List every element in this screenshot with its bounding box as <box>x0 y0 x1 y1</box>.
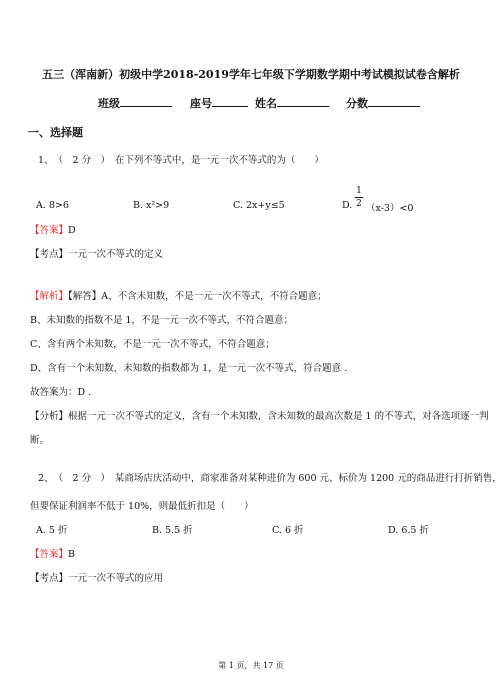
q1-option-b: B. x²>9 <box>133 200 170 211</box>
seat-field <box>190 95 248 111</box>
q2-option-c: C. 6 折 <box>272 525 304 536</box>
q2-answer <box>30 546 75 560</box>
q2-kaodian: 【考点】一元一次不等式的应用 <box>30 573 164 584</box>
q1-jiexi <box>30 288 327 302</box>
page-title: 五三（浑南新）初级中学2018-2019学年七年级下学期数学期中考试模拟试卷含解析 <box>42 68 460 81</box>
fraction-one-half <box>355 186 363 209</box>
q2-stem-line2: 但要保证利润率不低于 10%，则最低折扣是（ ） <box>30 501 254 512</box>
q1-option-a: A. 8>6 <box>36 200 69 211</box>
q1-line-b: B、未知数的指数不是 1，不是一元一次不等式，不符合题意； <box>30 315 294 326</box>
score-label: 分数 <box>346 97 368 110</box>
q2-option-d: D. 6.5 折 <box>388 525 429 536</box>
jiexi-text: 【解答】A、不含未知数，不是一元一次不等式，不符合题意； <box>68 291 327 302</box>
q1-answer <box>30 222 76 236</box>
q1-kaodian: 【考点】一元一次不等式的定义 <box>30 249 164 260</box>
q2-stem-line1: 2、 （ 2 分 ） 某商场店庆活动中，商家准备对某种进价为 600 元、标价为 1200 元的商品进行打折销售， <box>38 473 502 484</box>
q2-option-a: A. 5 折 <box>36 525 68 536</box>
fraction-numerator: 1 <box>356 186 362 196</box>
q2-option-b: B. 5.5 折 <box>152 525 193 536</box>
jiexi-tag: 【解析】 <box>30 291 69 302</box>
name-field <box>255 95 329 111</box>
class-field <box>98 95 172 111</box>
answer-tag: 【答案】 <box>30 549 69 560</box>
q1-option-d-rest: （x-3）<0 <box>366 203 414 214</box>
q1-option-d: D. <box>342 200 353 211</box>
answer-tag: 【答案】 <box>30 225 69 236</box>
fraction-denominator: 2 <box>356 199 362 209</box>
q1-stem: 1、 （ 2 分 ） 在下列不等式中，是一元一次不等式的为（ ） <box>38 155 324 166</box>
q1-option-c: C. 2x+y≤5 <box>233 200 285 211</box>
page-footer: 第 1 页，共 17 页 <box>218 661 284 670</box>
score-field <box>346 95 420 111</box>
section-heading: 一、选择题 <box>28 126 83 139</box>
q1-line-c: C、含有两个未知数，不是一元一次不等式，不符合题意； <box>30 339 275 350</box>
q1-conclusion: 故答案为：D . <box>30 387 92 398</box>
answer-value: D <box>68 225 76 236</box>
q1-line-d: D、含有一个未知数，未知数的指数都为 1，是一元一次不等式，符合题意 . <box>30 363 348 374</box>
class-label: 班级 <box>98 97 120 110</box>
q1-fenxi-line1: 【分析】根据一元一次不等式的定义，含有一个未知数，含未知数的最高次数是 1 的不等式，对各选项逐一判 <box>30 411 489 422</box>
seat-label: 座号 <box>190 97 212 110</box>
answer-value: B <box>68 549 75 560</box>
q1-fenxi-line2: 断。 <box>30 435 50 446</box>
name-label: 姓名 <box>255 97 277 110</box>
